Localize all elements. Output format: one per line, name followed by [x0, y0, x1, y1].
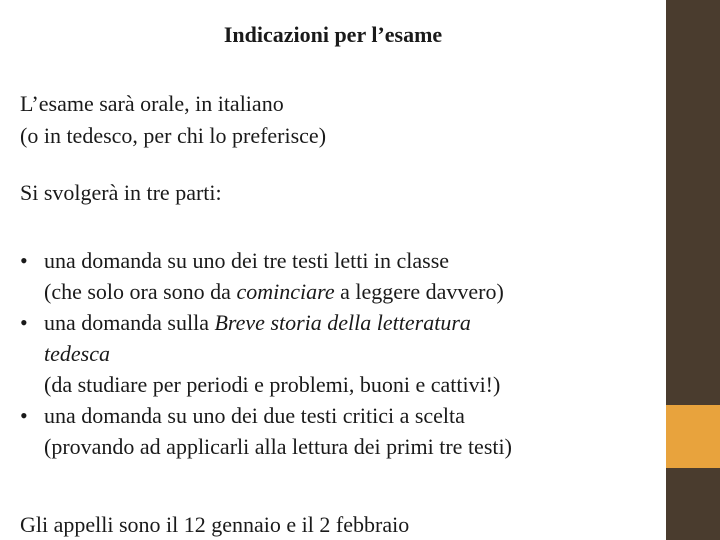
bullet-marker: •: [20, 248, 28, 273]
intro-line-1: L’esame sarà orale, in italiano: [20, 91, 284, 116]
intro-line-2: (o in tedesco, per chi lo preferisce): [20, 123, 327, 148]
list-item: [20, 245, 512, 307]
bullet-2-line-1: [44, 307, 512, 338]
decorative-sidebar: [666, 0, 720, 540]
list-item: [20, 307, 512, 400]
footer-text: Gli appelli sono il 12 gennaio e il 2 febbraio: [20, 512, 410, 537]
list-item: [20, 400, 512, 462]
bullet-2-book-title-cont: tedesca: [44, 341, 110, 366]
bullet-marker: •: [20, 403, 28, 428]
bullet-marker: •: [20, 310, 28, 335]
bullet-1-line-1: una domanda su uno dei tre testi letti in classe: [44, 248, 450, 273]
sidebar-accent-band: [666, 405, 720, 468]
bullet-2-line-3: (da studiare per periodi e problemi, buoni e cattivi!): [44, 372, 501, 397]
slide-title: Indicazioni per l’esame: [223, 22, 443, 47]
bullet-2-book-title: Breve storia della letteratura: [214, 310, 471, 335]
parts-intro: Si svolgerà in tre parti:: [20, 180, 222, 205]
sidebar-dark-band-bottom: [666, 468, 720, 540]
bullet-3-line-2: (provando ad applicarli alla lettura dei primi tre testi): [44, 434, 512, 459]
bullet-1-line-2: [44, 276, 512, 307]
bullet-list: [20, 245, 512, 462]
bullet-1-line-2-post: a leggere davvero): [334, 279, 504, 304]
bullet-1-line-2-pre: (che solo ora sono da: [44, 279, 237, 304]
bullet-2-line-1-pre: una domanda sulla: [44, 310, 215, 335]
bullet-1-emphasis: cominciare: [236, 279, 335, 304]
sidebar-dark-band: [666, 0, 720, 405]
bullet-3-line-1: una domanda su uno dei due testi critici a scelta: [44, 403, 465, 428]
